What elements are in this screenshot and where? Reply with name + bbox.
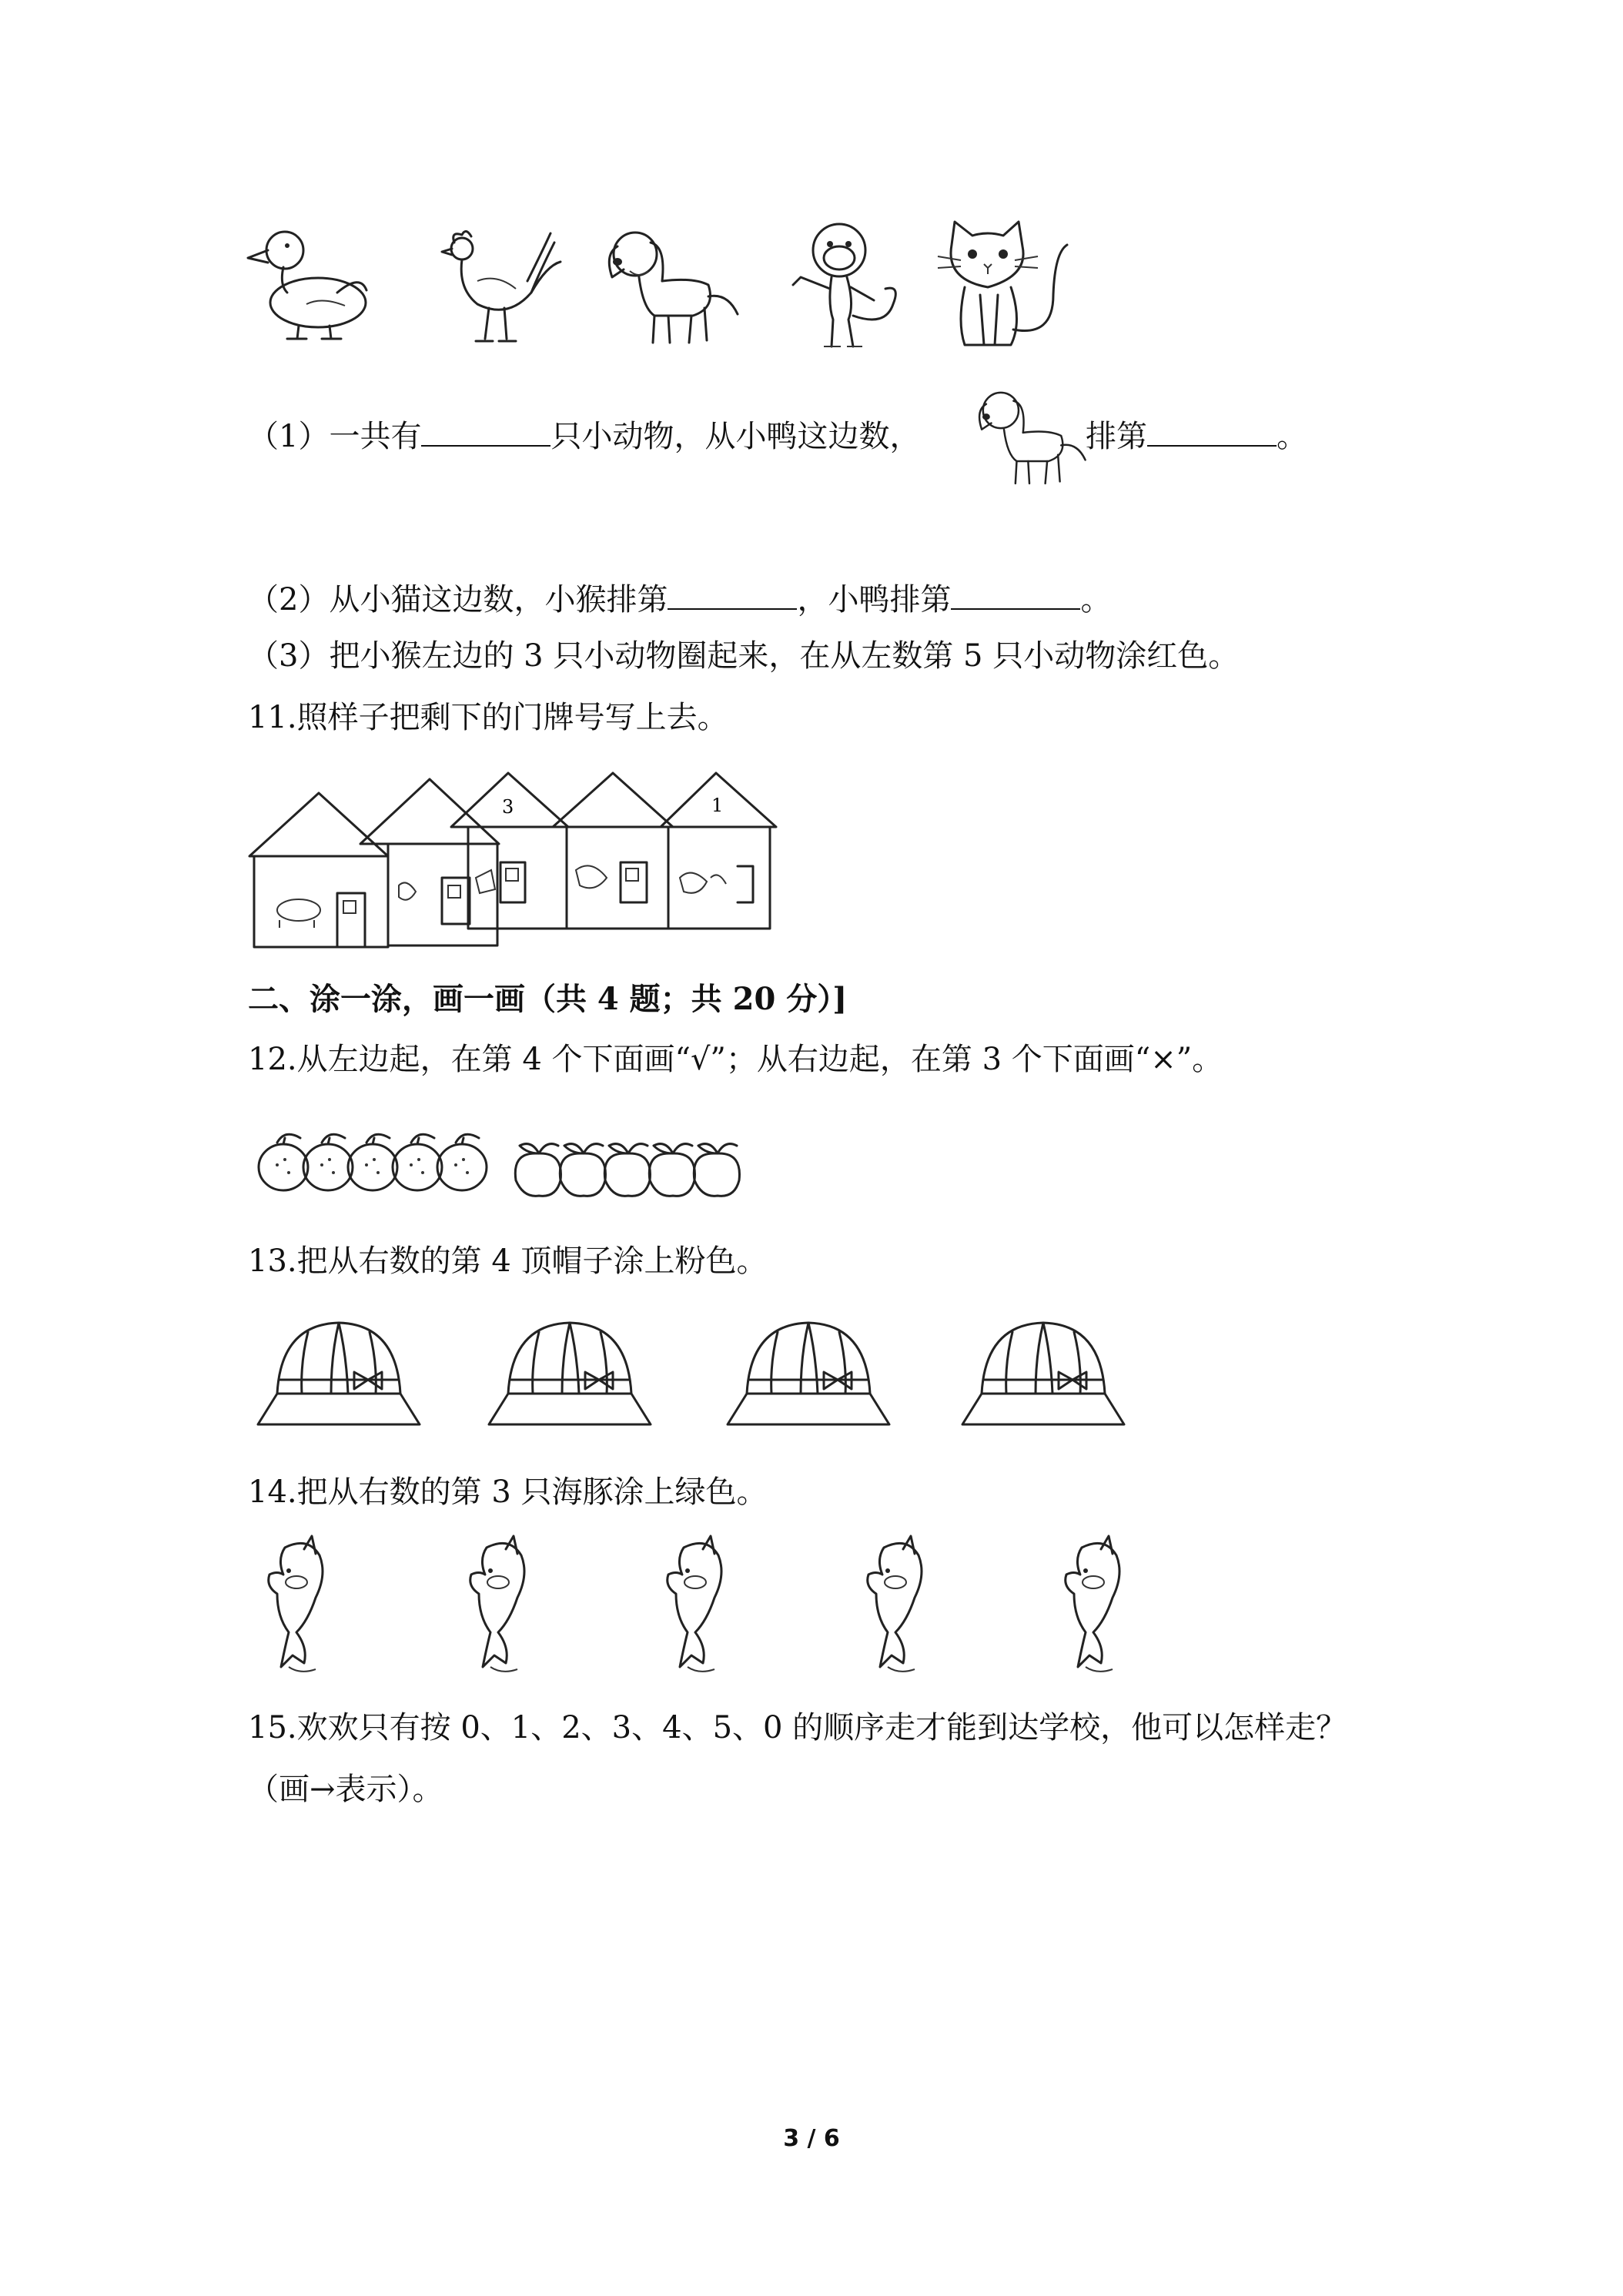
houses-figure [245, 762, 791, 955]
house-3 [451, 773, 568, 929]
q10-sub2: （2）从小猫这边数，小猴排第 ，小鸭排第 。 [248, 577, 1111, 620]
peach-icon [515, 1144, 561, 1197]
answer-blank[interactable] [1147, 414, 1277, 447]
house-5 [661, 773, 776, 929]
q11-title: 11.照样子把剩下的门牌号写上去。 [248, 700, 728, 735]
orange-icon [393, 1134, 442, 1190]
house-4 [553, 773, 673, 929]
q10-sub3: （3）把小猴左边的 3 只小动物圈起来，在从左数第 5 只小动物涂红色。 [248, 638, 1240, 674]
dolphin-icon [1066, 1536, 1119, 1672]
q14-title: 14.把从右数的第 3 只海豚涂上绿色。 [248, 1474, 768, 1510]
q15-title: 15.欢欢只有按 0、1、2、3、4、5、0 的顺序走才能到达学校，他可以怎样走？ [248, 1710, 1347, 1745]
dolphin-icon [269, 1536, 323, 1672]
fruit-row [254, 1123, 801, 1207]
dolphin-icon [470, 1536, 524, 1672]
dolphin-icon [868, 1536, 922, 1672]
house-1 [249, 793, 388, 947]
orange-icon [303, 1134, 353, 1190]
section-heading: 二、涂一涂，画一画（共 4 题；共 20 分）] [248, 981, 848, 1017]
hat-icon [258, 1323, 420, 1424]
answer-blank[interactable] [421, 414, 550, 447]
house-number: 3 [502, 796, 514, 818]
hat-icon [489, 1323, 651, 1424]
q13-title: 13.把从右数的第 4 顶帽子涂上粉色。 [248, 1243, 768, 1279]
hat-icon [728, 1323, 889, 1424]
house-number: 1 [711, 795, 724, 816]
dolphins-row [254, 1532, 1163, 1678]
hat-icon [962, 1323, 1124, 1424]
dog-icon [972, 385, 1087, 487]
peach-icon [649, 1144, 694, 1197]
orange-icon [348, 1134, 397, 1190]
rooster-icon [431, 227, 562, 346]
peach-icon [560, 1144, 605, 1197]
house-2 [360, 779, 499, 946]
q12-title: 12.从左边起，在第 4 个下面画“√”；从右边起，在第 3 个下面画“×”。 [248, 1042, 1223, 1077]
peach-icon [604, 1144, 650, 1197]
duck-icon [245, 219, 376, 343]
q15-note: （画→表示）。 [248, 1772, 443, 1807]
answer-blank[interactable] [951, 577, 1080, 610]
q10-sub1: （1）一共有 只小动物，从小鸭这边数， [248, 414, 920, 457]
q10-sub1-rank: 排第 。 [1086, 414, 1307, 457]
orange-icon [259, 1134, 308, 1190]
monkey-icon [785, 219, 909, 350]
orange-icon [437, 1134, 487, 1190]
dog-icon [601, 223, 739, 346]
hats-row [254, 1309, 1163, 1440]
cat-icon [938, 222, 1069, 349]
dolphin-icon [668, 1536, 721, 1672]
peach-icon [694, 1144, 739, 1197]
answer-blank[interactable] [668, 577, 797, 610]
page-number: 3 / 6 [783, 2125, 840, 2152]
